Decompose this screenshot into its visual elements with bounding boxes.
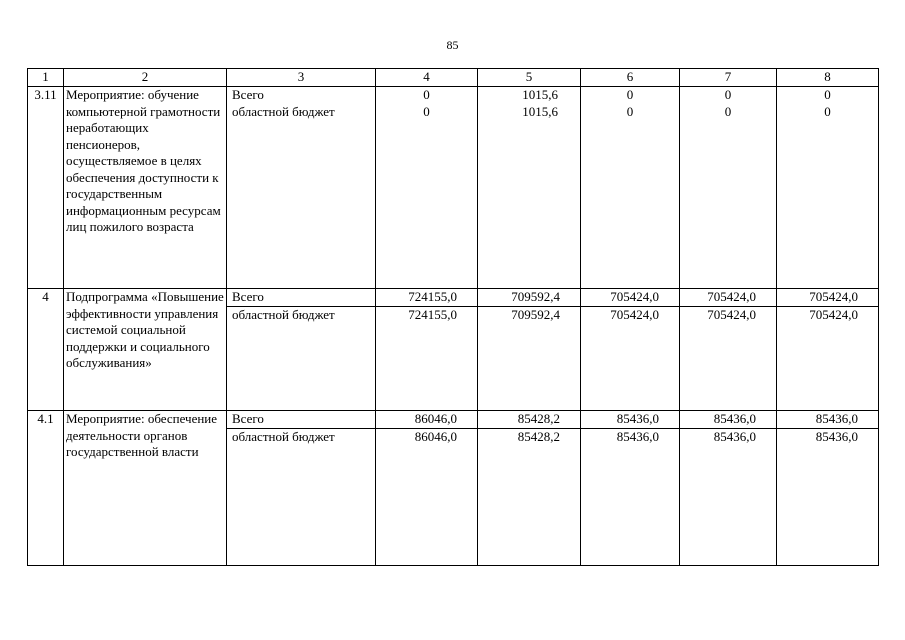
value-cell: 0 <box>581 87 680 105</box>
value-cell: 85428,2 <box>478 411 581 429</box>
budget-table <box>27 68 879 566</box>
header-cell-7: 7 <box>680 69 777 87</box>
value-cell: 1015,6 <box>478 87 581 105</box>
value-cell: 705424,0 <box>777 307 879 411</box>
page-number: 85 <box>446 38 459 52</box>
table-row <box>28 289 879 307</box>
header-cell-2: 2 <box>64 69 227 87</box>
value-cell: 85436,0 <box>581 411 680 429</box>
value-cell: 0 <box>680 104 777 289</box>
header-cell-3: 3 <box>227 69 376 87</box>
value-cell: 705424,0 <box>680 289 777 307</box>
value-cell: 705424,0 <box>680 307 777 411</box>
header-cell-6: 6 <box>581 69 680 87</box>
value-cell: 705424,0 <box>581 307 680 411</box>
row-name: Мероприятие: обеспечение деятельности органов государственной власти <box>64 411 227 566</box>
value-cell: 709592,4 <box>478 289 581 307</box>
source-label: областной бюджет <box>227 429 376 566</box>
value-cell: 709592,4 <box>478 307 581 411</box>
table-row <box>28 411 879 429</box>
row-number: 4.1 <box>28 411 64 566</box>
value-cell: 724155,0 <box>376 289 478 307</box>
value-cell: 705424,0 <box>777 289 879 307</box>
value-cell: 0 <box>376 104 478 289</box>
value-cell: 85436,0 <box>581 429 680 566</box>
value-cell: 85436,0 <box>680 411 777 429</box>
header-row <box>28 69 879 87</box>
table-row <box>28 87 879 105</box>
source-label: областной бюджет <box>227 307 376 411</box>
header-cell-4: 4 <box>376 69 478 87</box>
source-label: Всего <box>227 87 376 105</box>
value-cell: 724155,0 <box>376 307 478 411</box>
header-cell-8: 8 <box>777 69 879 87</box>
row-number: 3.11 <box>28 87 64 289</box>
value-cell: 0 <box>581 104 680 289</box>
row-name: Мероприятие: обучение компьютерной грамотности неработающих пенсионеров, осуществляемое в целях обеспечения доступности к государственным информационным ресурсам лиц пожилого возраста <box>64 87 227 289</box>
value-cell: 85436,0 <box>680 429 777 566</box>
source-label: Всего <box>227 411 376 429</box>
value-cell: 86046,0 <box>376 411 478 429</box>
row-name: Подпрограмма «Повышение эффективности управления системой социальной поддержки и социального обслуживания» <box>64 289 227 411</box>
source-label: Всего <box>227 289 376 307</box>
header-cell-5: 5 <box>478 69 581 87</box>
value-cell: 705424,0 <box>581 289 680 307</box>
row-number: 4 <box>28 289 64 411</box>
value-cell: 85428,2 <box>478 429 581 566</box>
source-label: областной бюджет <box>227 104 376 289</box>
value-cell: 86046,0 <box>376 429 478 566</box>
value-cell: 0 <box>680 87 777 105</box>
value-cell: 85436,0 <box>777 411 879 429</box>
value-cell: 0 <box>777 87 879 105</box>
value-cell: 0 <box>376 87 478 105</box>
header-cell-1: 1 <box>28 69 64 87</box>
value-cell: 85436,0 <box>777 429 879 566</box>
value-cell: 0 <box>777 104 879 289</box>
value-cell: 1015,6 <box>478 104 581 289</box>
